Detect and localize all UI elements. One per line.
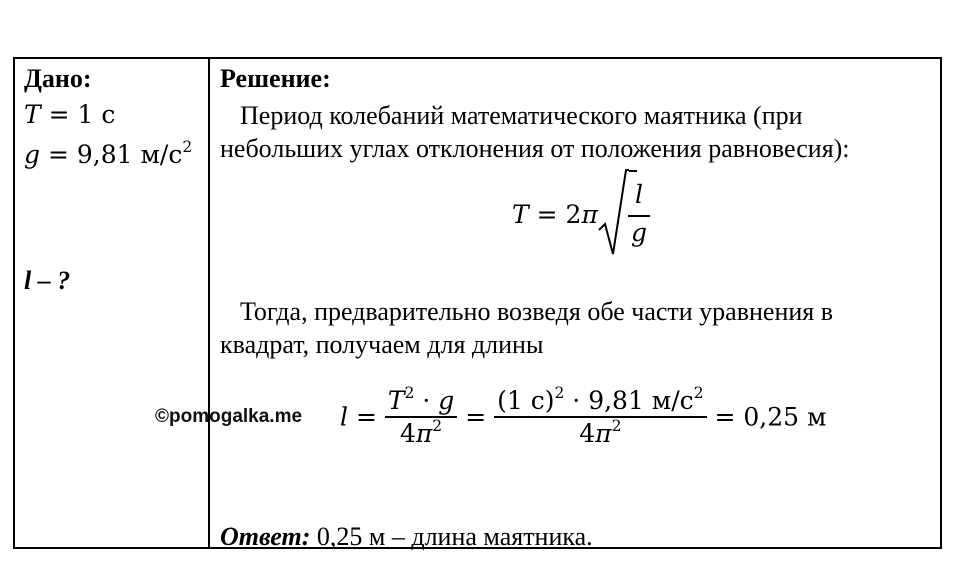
answer-line <box>220 524 593 550</box>
fraction2-denominator <box>494 418 706 449</box>
formula1-fraction-bar <box>628 215 650 217</box>
fraction1-T-exp: 2 <box>404 384 415 403</box>
solution-header: Решение: <box>220 64 331 93</box>
find-length <box>24 268 70 294</box>
formula1-T: T <box>512 200 529 229</box>
fraction2-gravity-exp: 2 <box>693 384 704 403</box>
answer-text: 0,25 м – длина маятника. <box>310 522 593 551</box>
fraction1-dot: · <box>414 386 439 415</box>
formula2-fraction1 <box>385 385 457 450</box>
fraction2-pi: π <box>595 419 612 449</box>
formula2-l: l <box>340 402 348 432</box>
period-symbol: T <box>24 100 41 129</box>
given-header: Дано: <box>24 64 92 93</box>
paragraph1-line2: небольших углах отклонения от положения равновесия): <box>220 134 850 163</box>
period-formula-lhs <box>512 202 598 227</box>
formula2-result: = 0,25 м <box>706 402 827 432</box>
column-divider <box>208 57 210 549</box>
given-period <box>24 102 115 127</box>
fraction2-pi-exp: 2 <box>611 417 622 436</box>
fraction1-denominator <box>385 418 457 449</box>
fraction2-four: 4 <box>579 419 596 449</box>
answer-label: Ответ: <box>220 522 311 551</box>
fraction1-four: 4 <box>399 419 416 449</box>
formula1-numerator: l <box>635 180 643 209</box>
formula1-denominator: g <box>630 218 647 247</box>
fraction1-numerator <box>385 385 457 418</box>
formula1-equals: = 2 <box>528 200 582 229</box>
period-value: = 1 с <box>40 100 116 129</box>
sqrt-sign <box>598 168 630 260</box>
formula2-equals2: = <box>457 402 495 432</box>
length-formula <box>340 385 826 465</box>
given-gravity <box>24 138 193 169</box>
formula2-fraction2 <box>494 385 706 450</box>
formula2-equals1: = <box>348 402 385 432</box>
paragraph1-line1: Период колебаний математического маятника (при <box>240 101 803 130</box>
fraction2-period: (1 с) <box>497 386 555 415</box>
fraction1-pi: π <box>415 419 433 449</box>
fraction2-period-exp: 2 <box>554 384 565 403</box>
fraction1-T: T <box>387 386 405 415</box>
fraction1-g: g <box>438 386 455 415</box>
fraction2-numerator <box>494 385 706 418</box>
fraction1-pi-exp: 2 <box>432 417 443 436</box>
find-length-question: – ? <box>31 266 71 295</box>
fraction2-gravity: · 9,81 м/с <box>564 386 694 415</box>
paragraph2-line2: квадрат, получаем для длины <box>220 330 544 359</box>
paragraph2-line1: Тогда, предварительно возведя обе части уравнения в <box>240 297 834 326</box>
watermark: ©pomogalka.me <box>155 406 303 427</box>
sqrt-overline <box>629 170 637 174</box>
gravity-value: = 9,81 м/с <box>40 140 183 169</box>
formula1-pi: π <box>581 200 598 229</box>
gravity-exponent: 2 <box>182 138 193 157</box>
find-length-symbol: l <box>24 266 32 295</box>
gravity-symbol: g <box>24 140 41 169</box>
